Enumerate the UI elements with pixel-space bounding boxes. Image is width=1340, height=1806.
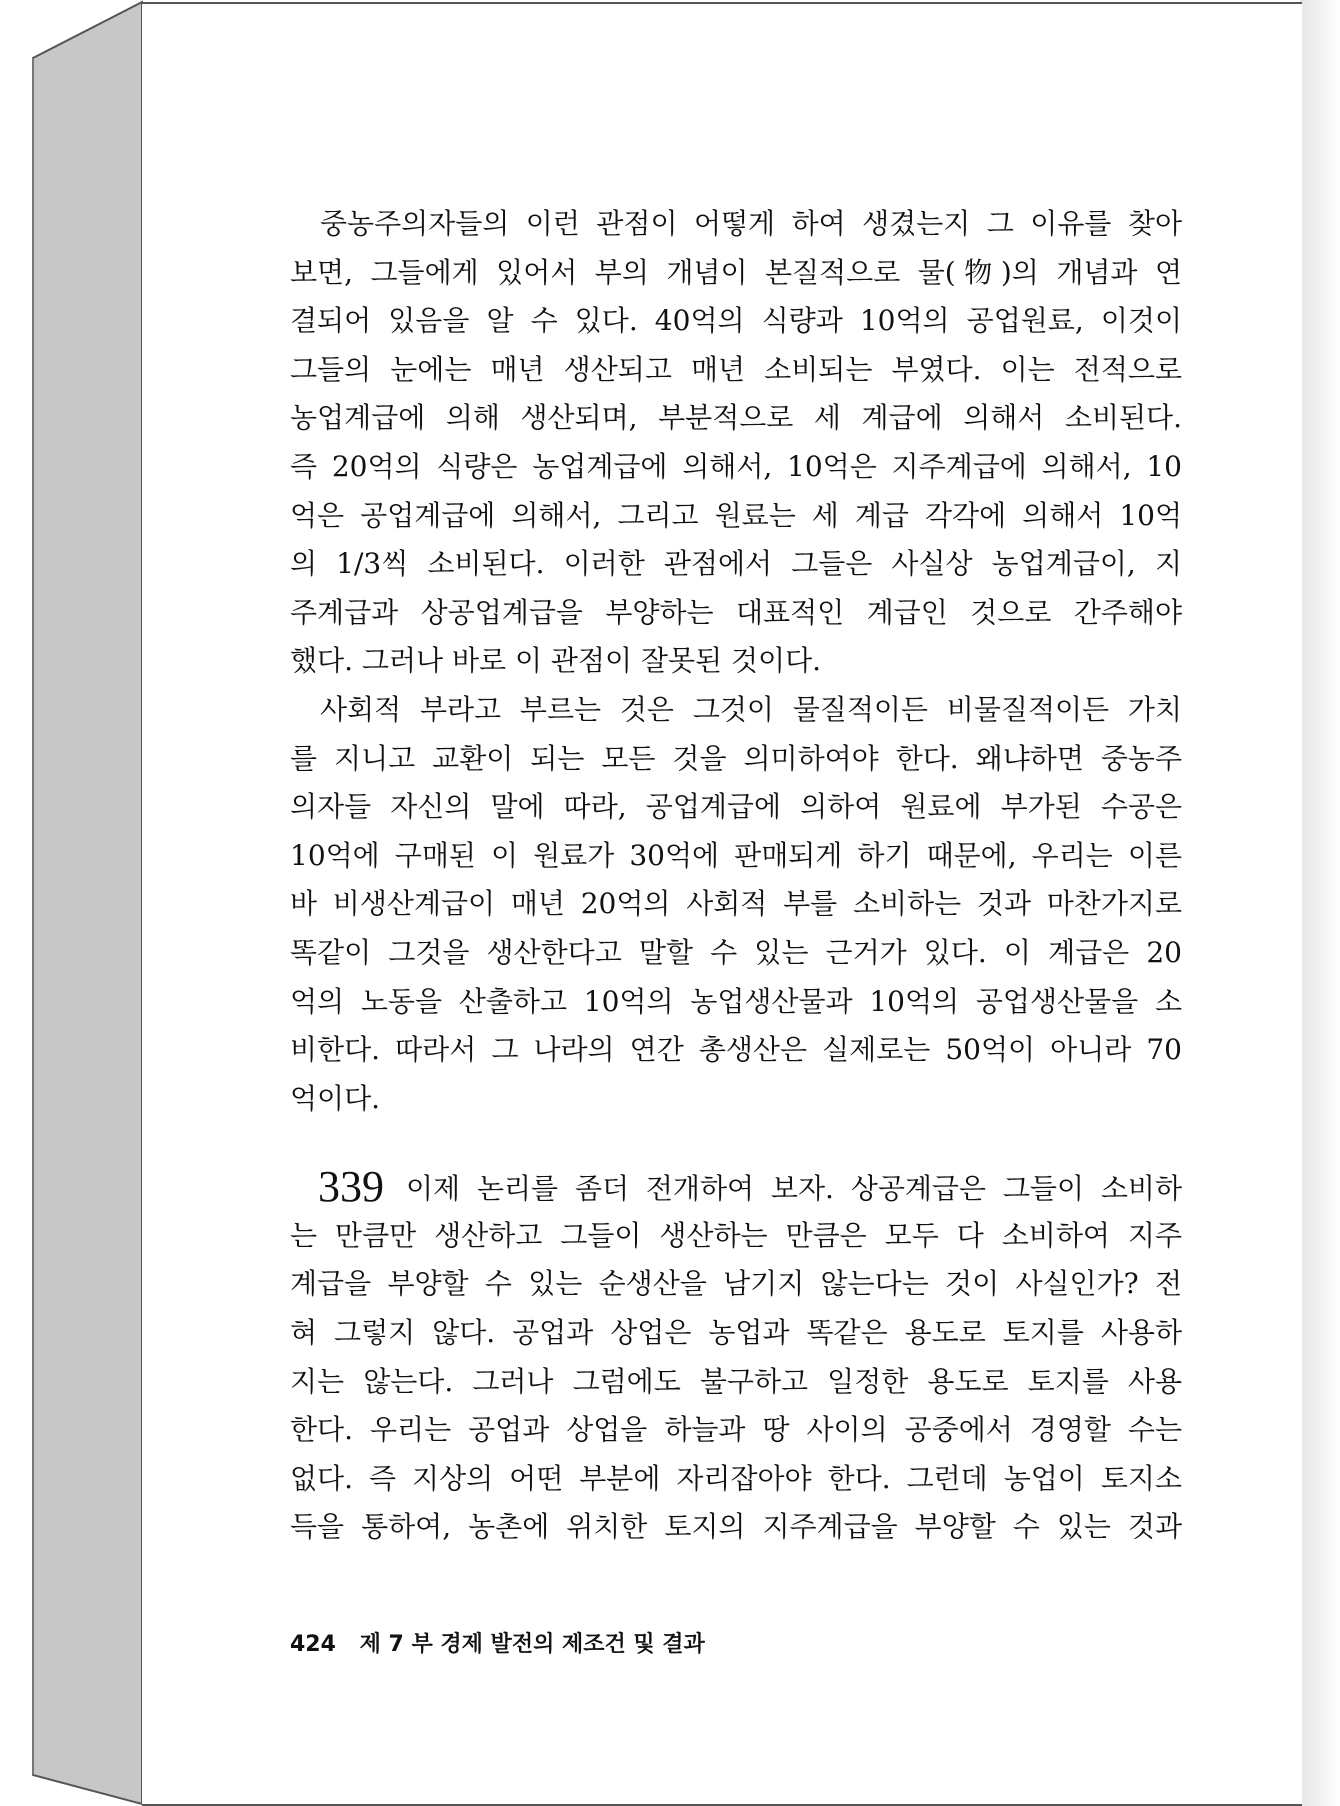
text-line: 한다. 우리는 공업과 상업을 하늘과 땅 사이의 공중에서 경영할 수는 — [290, 1413, 1182, 1447]
text-line: 보면, 그들에게 있어서 부의 개념이 본질적으로 물(物)의 개념과 연 — [290, 255, 1182, 289]
text-line: 지는 않는다. 그러나 그럼에도 불구하고 일정한 용도로 토지를 사용 — [290, 1364, 1182, 1398]
text-line: 그들의 눈에는 매년 생산되고 매년 소비되는 부였다. 이는 전적으로 — [290, 352, 1182, 386]
text-line: 는 만큼만 생산하고 그들이 생산하는 만큼은 모두 다 소비하여 지주 — [290, 1218, 1182, 1252]
text-line: 비한다. 따라서 그 나라의 연간 총생산은 실제로는 50억이 아니라 70 — [290, 1033, 1182, 1067]
page-footer — [290, 1627, 705, 1658]
paragraph-1 — [290, 200, 1182, 686]
text-line: 없다. 즉 지상의 어떤 부분에 자리잡아야 한다. 그런데 농업이 토지소 — [290, 1461, 1182, 1495]
page-shadow — [1300, 0, 1340, 1806]
running-head: 제 7 부 경제 발전의 제조건 및 결과 — [359, 1632, 705, 1657]
text-line: 를 지니고 교환이 되는 모든 것을 의미하여야 한다. 왜냐하면 중농주 — [290, 741, 1182, 775]
text-line: 의 1/3씩 소비된다. 이러한 관점에서 그들은 사실상 농업계급이, 지 — [290, 547, 1182, 581]
text-line: 농업계급에 의해 생산되며, 부분적으로 세 계급에 의해서 소비된다. — [290, 401, 1182, 435]
text-line: 사회적 부라고 부르는 것은 그것이 물질적이든 비물질적이든 가치 — [320, 692, 1182, 726]
text-line: 득을 통하여, 농촌에 위치한 토지의 지주계급을 부양할 수 있는 것과 — [290, 1510, 1182, 1544]
text-line: 억이다. — [290, 1081, 381, 1115]
section-first-line — [290, 1163, 1182, 1212]
text-line: 의자들 자신의 말에 따라, 공업계급에 의하여 원료에 부가된 수공은 — [290, 790, 1182, 824]
text-line: 즉 20억의 식량은 농업계급에 의해서, 10억은 지주계급에 의해서, 10 — [290, 449, 1182, 483]
text-line: 결되어 있음을 알 수 있다. 40억의 식량과 10억의 공업원료, 이것이 — [290, 304, 1182, 338]
text-line: 억의 노동을 산출하고 10억의 농업생산물과 10억의 공업생산물을 소 — [290, 984, 1182, 1018]
section-number: 339 — [318, 1162, 384, 1212]
text-line: 했다. 그러나 바로 이 관점이 잘못된 것이다. — [290, 644, 822, 678]
text-line: 계급을 부양할 수 있는 순생산을 남기지 않는다는 것이 사실인가? 전 — [290, 1267, 1182, 1301]
text-line: 억은 공업계급에 의해서, 그리고 원료는 세 계급 각각에 의해서 10억 — [290, 498, 1182, 532]
section-339 — [290, 1163, 1182, 1552]
text-line: 똑같이 그것을 생산한다고 말할 수 있는 근거가 있다. 이 계급은 20 — [290, 935, 1182, 969]
text-line: 바 비생산계급이 매년 20억의 사회적 부를 소비하는 것과 마찬가지로 — [290, 887, 1182, 921]
section-gap — [290, 1123, 1182, 1163]
section-first-line-text: 이제 논리를 좀더 전개하여 보자. 상공계급은 그들이 소비하 — [406, 1172, 1182, 1206]
text-line: 혀 그렇지 않다. 공업과 상업은 농업과 똑같은 용도로 토지를 사용하 — [290, 1316, 1182, 1350]
text-line: 10억에 구매된 이 원료가 30억에 판매되게 하기 때문에, 우리는 이른 — [290, 838, 1182, 872]
paragraph-2 — [290, 686, 1182, 1123]
text-line: 중농주의자들의 이런 관점이 어떻게 하여 생겼는지 그 이유를 찾아 — [320, 207, 1182, 240]
page-body — [290, 200, 1182, 1552]
text-line: 주계급과 상공업계급을 부양하는 대표적인 계급인 것으로 간주해야 — [290, 595, 1182, 629]
page-number: 424 — [290, 1632, 336, 1657]
